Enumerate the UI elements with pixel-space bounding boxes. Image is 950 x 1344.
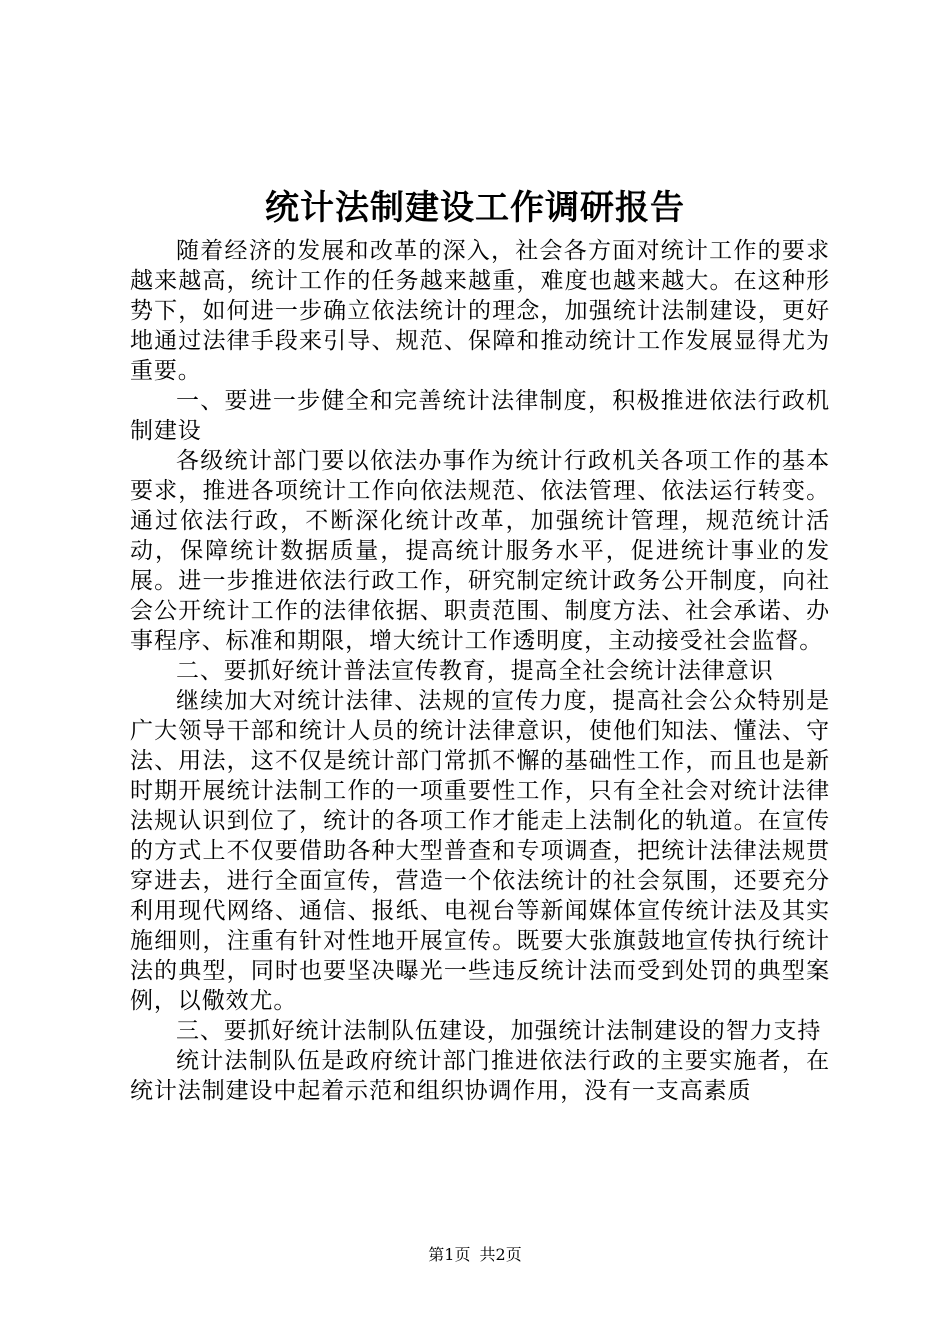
page-total: 共2页 [479, 1245, 522, 1264]
paragraph-intro: 随着经济的发展和改革的深入，社会各方面对统计工作的要求越来越高，统计工作的任务越来越重，难度也越来越大。在这种形势下，如何进一步确立依法统计的理念，加强统计法制建设，更好地通过法律手段来引导、规范、保障和推动统计工作发展显得尤为重要。 [130, 238, 830, 384]
section-heading-1: 一、要进一步健全和完善统计法律制度，积极推进依法行政机制建设 [130, 388, 830, 444]
document-body [130, 236, 830, 1106]
section-heading-2: 二、要抓好统计普法宣传教育，提高全社会统计法律意识 [176, 658, 774, 684]
section-heading-3: 三、要抓好统计法制队伍建设，加强统计法制建设的智力支持 [176, 1018, 822, 1044]
paragraph-section-1: 各级统计部门要以依法办事作为统计行政机关各项工作的基本要求，推进各项统计工作向依法规范、依法管理、依法运行转变。通过依法行政，不断深化统计改革，加强统计管理，规范统计活动，保障统计数据质量，提高统计服务水平，促进统计事业的发展。进一步推进依法行政工作，研究制定统计政务公开制度，向社会公开统计工作的法律依据、职责范围、制度方法、社会承诺、办事程序、标准和期限，增大统计工作透明度，主动接受社会监督。 [130, 448, 830, 654]
document-title: 统计法制建设工作调研报告 [265, 188, 685, 228]
paragraph-section-2: 继续加大对统计法律、法规的宣传力度，提高社会公众特别是广大领导干部和统计人员的统计法律意识，使他们知法、懂法、守法、用法，这不仅是统计部门常抓不懈的基础性工作，而且也是新时期开展统计法制工作的一项重要性工作，只有全社会对统计法律法规认识到位了，统计的各项工作才能走上法制化的轨道。在宣传的方式上不仅要借助各种大型普查和专项调查，把统计法律法规贯穿进去，进行全面宣传，营造一个依法统计的社会氛围，还要充分利用现代网络、通信、报纸、电视台等新闻媒体宣传统计法及其实施细则，注重有针对性地开展宣传。既要大张旗鼓地宣传执行统计法的典型，同时也要坚决曝光一些违反统计法而受到处罚的典型案例，以儆效尤。 [130, 688, 830, 1014]
page-number: 第1页 [428, 1245, 471, 1264]
paragraph-section-3: 统计法制队伍是政府统计部门推进依法行政的主要实施者，在统计法制建设中起着示范和组织协调作用，没有一支高素质 [130, 1048, 830, 1104]
page-footer [0, 1244, 950, 1266]
